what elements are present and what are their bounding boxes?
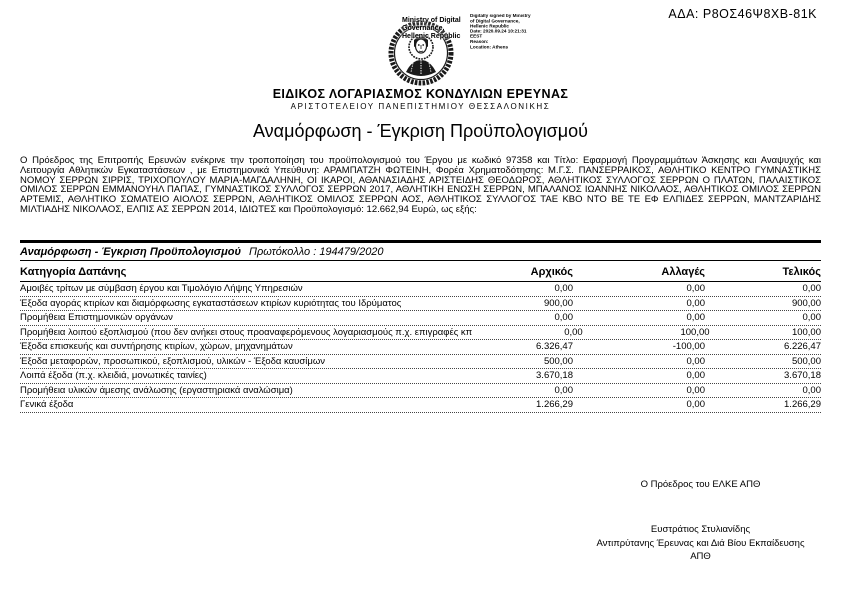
protocol-value: 194479/2020 bbox=[319, 246, 384, 258]
cell-category: Αμοιβές τρίτων με σύμβαση έργου και Τιμολόγιο Λήψης Υπηρεσιών bbox=[20, 283, 303, 294]
column-header-category: Κατηγορία Δαπάνης bbox=[20, 266, 127, 278]
cell-initial: 0,00 bbox=[554, 312, 573, 323]
cell-changes: 0,00 bbox=[686, 283, 705, 294]
cell-final: 1.266,29 bbox=[784, 399, 821, 410]
ministry-stamp-line: Ministry of Digital bbox=[402, 17, 461, 24]
signature-president-title: Ο Πρόεδρος του ΕΛΚΕ ΑΠΘ bbox=[640, 479, 761, 490]
table-section-header bbox=[20, 243, 821, 261]
signature-stamp-line: Reason: bbox=[470, 39, 489, 45]
cell-final: 3.670,18 bbox=[784, 370, 821, 381]
cell-category: Γενικά έξοδα bbox=[20, 399, 74, 410]
digital-signature-stamp bbox=[470, 14, 531, 50]
organization-name: ΕΙΔΙΚΟΣ ΛΟΓΑΡΙΑΣΜΟΣ ΚΟΝΔΥΛΙΩΝ ΕΡΕΥΝΑΣ bbox=[272, 87, 569, 101]
ministry-stamp-line: Hellenic Republic bbox=[402, 33, 461, 40]
cell-changes: 0,00 bbox=[686, 370, 705, 381]
cell-initial: 900,00 bbox=[543, 297, 573, 309]
table-row bbox=[20, 384, 821, 399]
cell-category: Προμήθεια λοιπού εξοπλισμού (που δεν ανήκει στους προαναφερόμενους λογαριασμούς π.χ. επιγραφές κπ bbox=[20, 326, 473, 338]
protocol-label: Πρωτόκολλο : bbox=[249, 246, 317, 258]
cell-changes: 0,00 bbox=[686, 355, 705, 367]
cell-initial: 0,00 bbox=[554, 384, 573, 396]
cell-category: Προμήθεια Επιστημονικών οργάνων bbox=[20, 312, 173, 323]
budget-table bbox=[20, 240, 821, 413]
signer-role: Αντιπρύτανης Έρευνας και Διά Βίου Εκπαίδευσης bbox=[596, 537, 805, 549]
cell-changes: 0,00 bbox=[686, 312, 705, 323]
table-row bbox=[20, 311, 821, 326]
signature-stamp-line: Hellenic Republic bbox=[470, 24, 510, 29]
signature-stamp-line: Location: Athens bbox=[470, 44, 509, 50]
table-row bbox=[20, 369, 821, 384]
cell-final: 6.226,47 bbox=[784, 341, 821, 352]
cell-category: Έξοδα επισκευής και συντήρησης κτιρίων, χώρων, μηχανημάτων bbox=[20, 341, 293, 352]
cell-category: Έξοδα μεταφορών, προσωπικού, εξοπλισμού, υλικών - Έξοδα καυσίμων bbox=[20, 355, 325, 367]
signature-stamp-line: Digitally signed by Ministry bbox=[470, 14, 531, 19]
table-header-row bbox=[20, 261, 821, 282]
page-title: Αναμόρφωση - Έγκριση Προϋπολογισμού bbox=[252, 121, 589, 141]
ministry-stamp-line: Governance, bbox=[402, 25, 445, 32]
cell-changes: 100,00 bbox=[680, 326, 710, 338]
signature-stamp-line: of Digital Governance, bbox=[470, 19, 520, 24]
table-row bbox=[20, 398, 821, 413]
protocol bbox=[249, 246, 384, 258]
signature-stamp-line: EEST bbox=[470, 34, 483, 40]
cell-changes: 0,00 bbox=[686, 297, 705, 309]
cell-initial: 500,00 bbox=[543, 355, 573, 367]
cell-final: 900,00 bbox=[791, 297, 821, 309]
column-header-changes: Αλλαγές bbox=[661, 266, 705, 278]
cell-final: 0,00 bbox=[802, 283, 821, 294]
cell-initial: 3.670,18 bbox=[536, 370, 573, 381]
cell-category: Προμήθεια υλικών άμεσης ανάλωσης (εργαστηριακά αναλώσιμα) bbox=[20, 384, 293, 396]
signer-org: ΑΠΘ bbox=[690, 551, 711, 562]
table-row bbox=[20, 297, 821, 312]
cell-initial: 0,00 bbox=[564, 326, 583, 338]
cell-changes: 0,00 bbox=[686, 399, 705, 410]
cell-changes: 0,00 bbox=[686, 384, 705, 396]
ministry-stamp bbox=[402, 17, 461, 41]
table-row bbox=[20, 340, 821, 355]
cell-initial: 1.266,29 bbox=[536, 399, 573, 410]
table-row bbox=[20, 326, 821, 341]
cell-changes: -100,00 bbox=[672, 341, 705, 352]
cell-category: Έξοδα αγοράς κτιρίων και διαμόρφωσης εγκαταστάσεων κτιρίων κυριότητας του Ιδρύματος bbox=[20, 297, 402, 309]
cell-final: 0,00 bbox=[802, 312, 821, 323]
table-row bbox=[20, 355, 821, 370]
signer-name: Ευστράτιος Στυλιανίδης bbox=[650, 524, 751, 535]
column-header-initial: Αρχικός bbox=[530, 266, 573, 278]
ada-code: ΑΔΑ: Ρ8ΟΣ46Ψ8ΧΒ-81Κ bbox=[668, 7, 817, 21]
signature-stamp-line: Date: 2020.09.24 10:21:31 bbox=[470, 29, 527, 35]
cell-initial: 0,00 bbox=[554, 283, 573, 294]
cell-category: Λοιπά έξοδα (π.χ. κλειδιά, μονωτικές ταινίες) bbox=[20, 370, 207, 381]
cell-initial: 6.326,47 bbox=[536, 341, 573, 352]
table-section-title: Αναμόρφωση - Έγκριση Προϋπολογισμού bbox=[20, 246, 241, 258]
table-row bbox=[20, 282, 821, 297]
cell-final: 500,00 bbox=[791, 355, 821, 367]
column-header-final: Τελικός bbox=[782, 266, 821, 278]
decision-paragraph: Ο Πρόεδρος της Επιτροπής Ερευνών ενέκρινε την τροποποίηση του προϋπολογισμού του Έργου με κωδικό 97358 και Τίτλο: Εφαρμογή Προγραμμάτων Άσκησης και Αναψυχής και Λειτουργία Αθλητικών Εγκαταστάσεων , με Επιστημονικά Υπεύθυνη: ΑΡΑΜΠΑΤΖΗ ΦΩΤΕΙΝΗ, Φορέα Χρηματοδότησης: Μ.Γ.Σ. ΠΑΝΣΕΡΡΑΙΚΟΣ, ΑΘΛΗΤΙΚΟ ΚΕΝΤΡΟ ΓΥΜΝΑΣΤΙΚΗΣ ΝΟΜΟΥ ΣΕΡΡΩΝ ΣΙΡΡΙΣ, ΤΡΙΧΟΠΟΥΛΟΥ ΜΑΡΙΑ-ΜΑΓΔΑΛΗΝΗ, ΟΙ ΙΚΑΡΟΙ, ΑΘΑΝΑΣΙΑΔΗΣ ΑΡΙΣΤΕΙΔΗΣ ΘΕΟΔΩΡΟΣ, ΑΘΛΗΤΙΚΟΣ ΣΥΛΛΟΓΟΣ ΣΕΡΡΩΝ Ο ΠΛΑΤΩΝ, ΠΑΛΑΙΣΤΙΚΟΣ ΟΜΙΛΟΣ ΣΕΡΡΩΝ ΕΜΜΑΝΟΥΗΛ ΠΑΠΑΣ, ΓΥΜΝΑΣΤΙΚΟΣ ΣΥΛΛΟΓΟΣ ΣΕΡΡΩΝ 2017, ΑΘΛΗΤΙΚΗ ΕΝΩΣΗ ΣΕΡΡΩΝ, ΜΠΑΛΑΝΟΣ ΙΩΑΝΝΗΣ ΝΙΚΟΛΑΟΣ, ΑΘΛΗΤΙΚΟΣ ΟΜΙΛΟΣ ΣΕΡΡΩΝ ΑΡΤΕΜΙΣ, ΑΘΛΗΤΙΚΟ ΣΩΜΑΤΕΙΟ ΑΙΟΛΟΣ ΣΕΡΡΩΝ, ΑΘΛΗΤΙΚΟΣ ΟΜΙΛΟΣ ΣΕΡΡΩΝ ΑΟΣ, ΑΘΛΗΤΙΚΟΣ ΣΥΛΛΟΓΟΣ ΤΑΕ ΚΒΟ ΝΤΟ ΒΕ ΤΕ ΕΦ ΕΛΠΙΔΕΣ ΣΕΡΡΩΝ, ΜΑΝΤΖΑΡΙΔΗΣ ΜΙΛΤΙΑΔΗΣ ΝΙΚΟΛΑΟΣ, ΕΛΠΙΣ ΑΣ ΣΕΡΡΩΝ 2014, ΙΔΙΩΤΕΣ και Προϋπολογισμό: 12.662,94 Ευρώ, ως εξής: bbox=[20, 155, 821, 215]
cell-final: 0,00 bbox=[802, 384, 821, 396]
organization-subtitle: ΑΡΙΣΤΟΤΕΛΕΙΟΥ ΠΑΝΕΠΙΣΤΗΜΙΟΥ ΘΕΣΣΑΛΟΝΙΚΗΣ bbox=[290, 102, 551, 111]
signature-block bbox=[578, 523, 823, 564]
cell-final: 100,00 bbox=[791, 326, 821, 338]
